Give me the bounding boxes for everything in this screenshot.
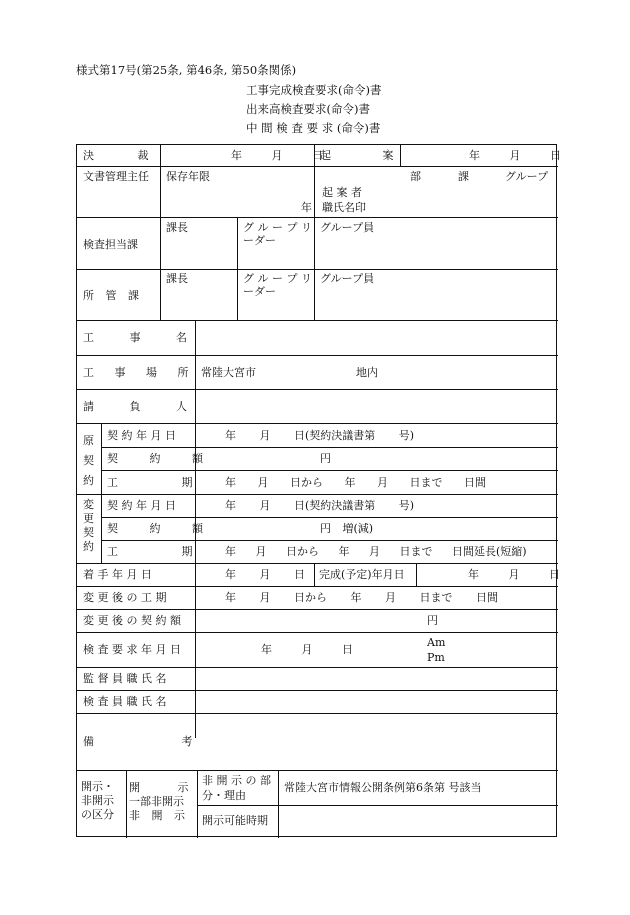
original-term-label: 工 期 xyxy=(107,476,193,489)
kensa-tanto-label: 検査担当課 xyxy=(83,238,138,251)
kian-date: 年 月 日 xyxy=(469,149,561,162)
kessai-label: 決 裁 xyxy=(83,149,149,162)
ichibu-hikaiji-option[interactable]: 一部非開示 xyxy=(129,795,184,808)
shokan-leader: グ ル ー プ リーダー xyxy=(243,272,312,298)
koji-place-chinai: 地内 xyxy=(356,366,378,379)
biko-label: 備 考 xyxy=(83,735,193,748)
group-label: グループ xyxy=(505,170,549,183)
original-amount-value[interactable]: 円 xyxy=(320,452,331,465)
kensa-am[interactable]: Am xyxy=(427,636,446,649)
hikaiji-option[interactable]: 非 開 示 xyxy=(129,809,185,822)
chakushu-label: 着 手 年 月 日 xyxy=(83,568,152,581)
hozon-nengen-label: 保存年限 xyxy=(166,170,210,183)
ka-label: 課 xyxy=(458,170,469,183)
henkou-kouki-label: 変 更 後 の 工 期 xyxy=(83,591,167,604)
original-term-value[interactable]: 年 月 日から 年 月 日まで 日間 xyxy=(225,476,486,489)
kian-label: 起 案 xyxy=(320,149,394,162)
chakushu-value[interactable]: 年 月 日 xyxy=(225,568,305,581)
kansei-label: 完成(予定)年月日 xyxy=(319,568,405,581)
shokushimei-label: 職氏名印 xyxy=(322,201,366,214)
bu-label: 部 xyxy=(410,170,421,183)
hozon-nen: 年 xyxy=(301,201,312,214)
changed-amount-value[interactable]: 円 増(減) xyxy=(320,522,374,535)
kensain-label: 検 査 員 職 氏 名 xyxy=(83,695,167,708)
henkou-kouki-value[interactable]: 年 月 日から 年 月 日まで 日間 xyxy=(225,591,498,604)
shokan-label: 所 管 課 xyxy=(83,289,139,302)
kensa-date-value[interactable]: 年 月 日 xyxy=(261,643,353,656)
changed-term-value[interactable]: 年 月 日から 年 月 日まで 日間延長(短縮) xyxy=(225,545,527,558)
shokan-member: グループ員 xyxy=(320,272,375,285)
kansei-value[interactable]: 年 月 日 xyxy=(468,568,560,581)
henkou-gaku-label: 変 更 後 の 契 約 額 xyxy=(83,614,181,627)
title-completion-inspection: 工事完成検査要求(命令)書 xyxy=(246,83,382,97)
kensa-tanto-member: グループ員 xyxy=(320,221,375,234)
koji-place-label: 工 事 場 所 xyxy=(83,366,189,379)
kaiji-kubun-label: 開示・ 非開示 の区分 xyxy=(81,780,114,821)
inspection-request-form xyxy=(76,144,561,837)
koji-place-city: 常陸大宮市 xyxy=(201,366,256,379)
original-contract-label: 原 契 約 xyxy=(83,434,94,487)
kiansha-label: 起 案 者 xyxy=(322,186,362,199)
kensa-pm[interactable]: Pm xyxy=(427,651,445,664)
title-progress-inspection: 出来高検査要求(命令)書 xyxy=(246,102,370,116)
kessai-date: 年 月 日 xyxy=(231,149,323,162)
bunsho-kanri-label: 文書管理主任 xyxy=(83,170,149,183)
changed-contract-label: 変 更 契 約 xyxy=(83,498,94,553)
koji-name-label: 工 事 名 xyxy=(83,331,187,344)
kaiji-jiki-label: 開示可能時期 xyxy=(202,814,268,827)
form-number: 様式第17号(第25条, 第46条, 第50条関係) xyxy=(76,63,297,77)
kantoku-label: 監 督 員 職 氏 名 xyxy=(83,672,167,685)
kensa-date-label: 検 査 要 求 年 月 日 xyxy=(83,643,181,656)
original-date-label: 契 約 年 月 日 xyxy=(107,429,176,442)
changed-term-label: 工 期 xyxy=(107,545,193,558)
hikaiji-reason-value: 常陸大宮市情報公開条例第6条第 号該当 xyxy=(284,781,482,794)
shokan-kacho: 課長 xyxy=(166,272,188,285)
title-interim-inspection: 中 間 検 査 要 求 (命令)書 xyxy=(246,121,381,135)
original-date-value[interactable]: 年 月 日(契約決議書第 号) xyxy=(225,429,415,442)
changed-date-value[interactable]: 年 月 日(契約決議書第 号) xyxy=(225,499,415,512)
original-amount-label: 契 約 額 xyxy=(107,452,203,465)
kensa-tanto-kacho: 課長 xyxy=(166,221,188,234)
changed-amount-label: 契 約 額 xyxy=(107,522,203,535)
hikaiji-reason-label: 非 開 示 の 部分・理由 xyxy=(202,774,271,802)
changed-date-label: 契 約 年 月 日 xyxy=(107,499,176,512)
kaiji-option[interactable]: 開 示 xyxy=(129,781,189,794)
kensa-tanto-leader: グ ル ー プ リーダー xyxy=(243,221,312,247)
ukeoi-label: 請 負 人 xyxy=(83,400,187,413)
henkou-gaku-value[interactable]: 円 xyxy=(427,614,438,627)
